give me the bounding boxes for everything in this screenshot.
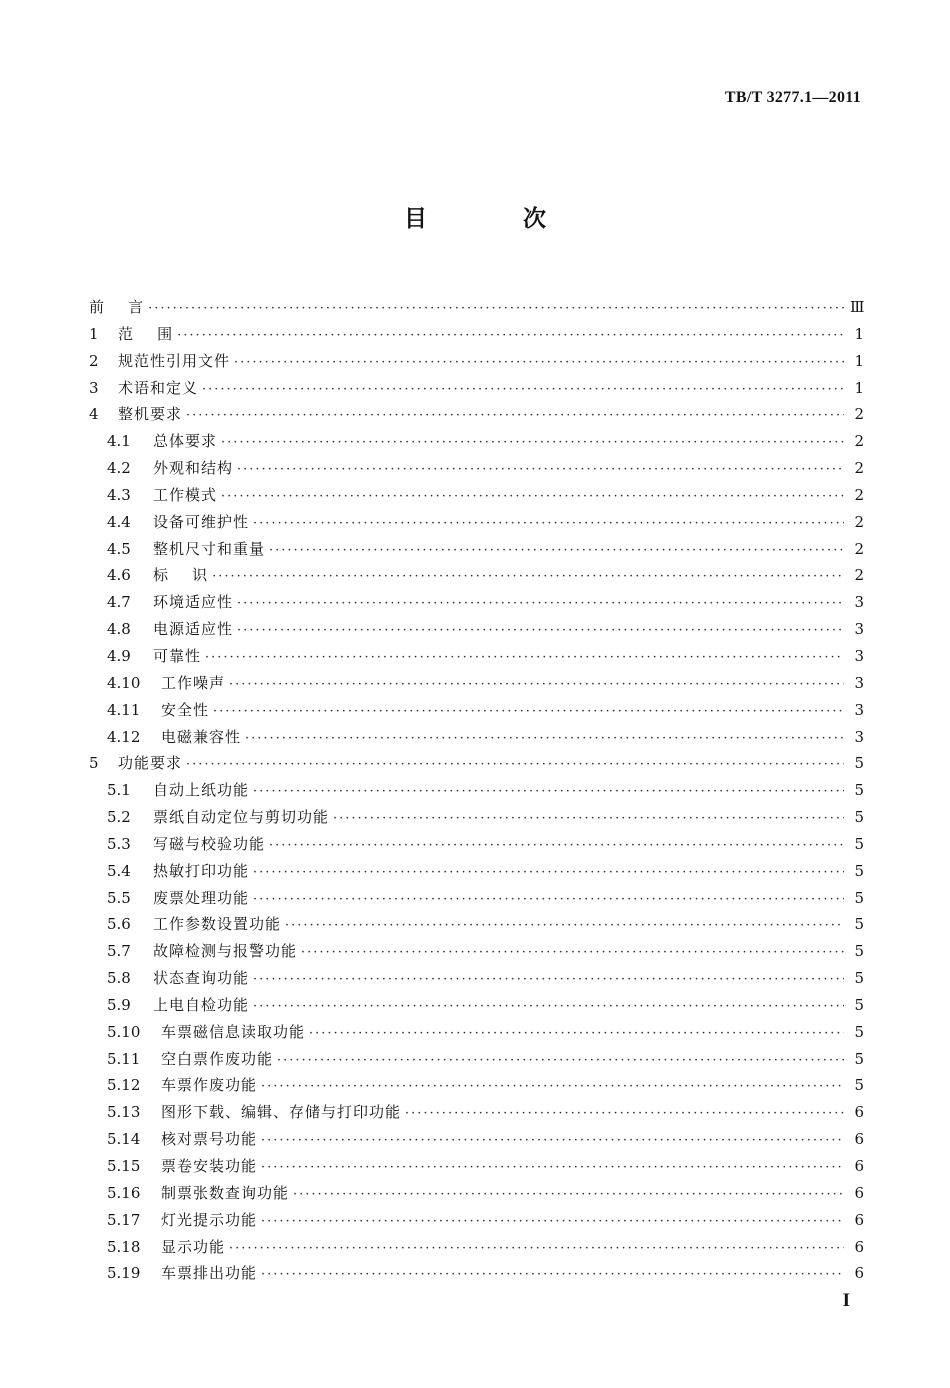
toc-entry[interactable] [89,1019,864,1046]
toc-entry-number: 5.5 [107,888,131,907]
toc-entry-label: 工作参数设置功能 [153,915,282,934]
toc-entry-number: 4.7 [107,593,131,612]
toc-dot-leader [202,377,844,404]
toc-entry-number: 1 [89,324,99,343]
toc-entry-number: 4.1 [107,432,131,451]
toc-entry[interactable] [89,401,864,428]
toc-entry-label: 票纸自动定位与剪切功能 [153,808,330,827]
toc-entry-label: 写磁与校验功能 [153,834,266,853]
toc-dot-leader [212,564,844,591]
toc-entry[interactable] [89,375,864,402]
toc-entry-label: 自动上纸功能 [153,781,250,800]
toc-entry-number: 4.6 [107,566,131,585]
toc-entry-page: 3 [854,620,864,639]
toc-dot-leader [237,618,844,645]
toc-entry-label: 电源适应性 [153,620,234,639]
toc-entry[interactable] [89,589,864,616]
toc-entry-label: 废票处理功能 [153,888,250,907]
toc-entry-label: 可靠性 [153,646,202,665]
toc-entry[interactable] [89,294,864,321]
toc-entry[interactable] [89,1126,864,1153]
toc-entry[interactable] [89,1234,864,1261]
toc-dot-leader [221,484,844,511]
toc-dot-leader [261,1155,844,1182]
toc-entry-page: 5 [854,1076,864,1095]
toc-entry[interactable] [89,670,864,697]
toc-dot-leader [221,430,844,457]
toc-entry-page: 2 [854,512,864,531]
toc-entry-page: 2 [854,485,864,504]
toc-entry-page: 5 [854,888,864,907]
toc-dot-leader [229,1236,844,1263]
toc-entry-page: 1 [854,324,864,343]
toc-entry-label: 灯光提示功能 [161,1210,258,1229]
toc-entry[interactable] [89,1099,864,1126]
toc-entry-label: 车票作废功能 [161,1076,258,1095]
table-of-contents [89,294,864,1287]
toc-entry-number: 5.12 [107,1076,141,1095]
toc-entry-label: 车票排出功能 [161,1264,258,1283]
toc-entry[interactable] [89,1072,864,1099]
toc-entry-page: 5 [854,834,864,853]
toc-entry[interactable] [89,1046,864,1073]
toc-entry-label: 规范性引用文件 [118,351,231,370]
toc-entry-label: 车票磁信息读取功能 [161,1022,306,1041]
toc-dot-leader [277,1048,844,1075]
toc-entry-page: 2 [854,432,864,451]
toc-entry-label: 标 识 [153,566,209,585]
toc-entry-number: 4.10 [107,673,141,692]
toc-entry-number: 4.5 [107,539,131,558]
toc-entry-number: 4.3 [107,485,131,504]
toc-dot-leader [186,403,844,430]
toc-entry-page: 2 [854,566,864,585]
toc-entry-label: 整机要求 [118,405,183,424]
toc-entry-number: 3 [89,378,99,397]
toc-entry-page: 5 [854,995,864,1014]
toc-entry-page: 5 [854,942,864,961]
toc-entry[interactable] [89,965,864,992]
toc-entry[interactable] [89,750,864,777]
toc-entry-number: 5.8 [107,969,131,988]
toc-entry-number: 5.16 [107,1183,141,1202]
toc-entry[interactable] [89,885,864,912]
page-folio: I [842,1290,850,1311]
toc-entry[interactable] [89,482,864,509]
toc-entry-number: 5.19 [107,1264,141,1283]
toc-entry-page: 3 [854,727,864,746]
toc-entry[interactable] [89,455,864,482]
toc-entry[interactable] [89,992,864,1019]
toc-entry-label: 前 言 [89,298,145,316]
toc-entry-page: Ⅲ [850,298,865,316]
toc-dot-leader [186,752,844,779]
toc-entry-label: 总体要求 [153,432,218,451]
toc-entry-page: 1 [854,351,864,370]
toc-dot-leader [253,887,844,914]
toc-entry-number: 5.4 [107,861,131,880]
toc-entry-page: 3 [854,700,864,719]
toc-entry-page: 6 [854,1103,864,1122]
toc-entry-number: 5.9 [107,995,131,1014]
toc-entry-page: 5 [854,781,864,800]
toc-entry-page: 1 [854,378,864,397]
toc-entry[interactable] [89,321,864,348]
toc-entry-page: 5 [854,861,864,880]
toc-dot-leader [261,1074,844,1101]
toc-entry-page: 6 [854,1210,864,1229]
toc-entry[interactable] [89,911,864,938]
toc-entry-number: 5.10 [107,1022,141,1041]
toc-dot-leader [234,350,844,377]
toc-entry[interactable] [89,858,864,885]
toc-entry-number: 4.11 [107,700,141,719]
toc-dot-leader [285,913,844,940]
toc-dot-leader [237,591,844,618]
toc-entry[interactable] [89,616,864,643]
toc-entry-page: 2 [854,539,864,558]
toc-entry-label: 电磁兼容性 [161,727,242,746]
toc-entry-number: 5.13 [107,1103,141,1122]
toc-entry-number: 5.7 [107,942,131,961]
toc-entry[interactable] [89,1180,864,1207]
toc-entry-number: 5.15 [107,1157,141,1175]
toc-entry-page: 3 [854,593,864,612]
toc-dot-leader [229,672,844,699]
toc-dot-leader [253,779,844,806]
toc-entry-label: 整机尺寸和重量 [153,539,266,558]
toc-entry-page: 5 [854,1022,864,1041]
toc-entry[interactable] [89,1260,864,1287]
toc-entry-number: 5.17 [107,1210,141,1229]
toc-dot-leader [205,645,844,672]
toc-entry-label: 工作模式 [153,485,218,504]
toc-entry-page: 6 [854,1130,864,1149]
toc-entry-page: 3 [854,646,864,665]
toc-entry-label: 外观和结构 [153,459,234,478]
toc-dot-leader [245,726,844,753]
toc-entry-number: 4.8 [107,620,131,639]
toc-entry-number: 5.18 [107,1237,141,1256]
toc-entry-label: 核对票号功能 [161,1130,258,1149]
toc-entry-number: 4.9 [107,646,131,665]
toc-dot-leader [237,457,844,484]
page-title: 目 次 [403,206,590,232]
toc-entry-page: 5 [854,969,864,988]
toc-entry-number: 5 [89,754,99,773]
toc-entry[interactable] [89,724,864,751]
toc-entry-page: 5 [854,808,864,827]
toc-dot-leader [405,1101,844,1128]
toc-entry-number: 5.6 [107,915,131,934]
toc-dot-leader [309,1021,844,1048]
toc-entry[interactable] [89,348,864,375]
toc-entry[interactable] [89,428,864,455]
toc-entry[interactable] [89,643,864,670]
toc-entry-number: 4.4 [107,512,131,531]
toc-entry[interactable] [89,777,864,804]
toc-dot-leader [148,296,844,323]
toc-entry-page: 2 [854,459,864,478]
toc-entry-label: 安全性 [161,700,210,719]
toc-dot-leader [261,1209,844,1236]
toc-dot-leader [293,1182,844,1209]
toc-entry[interactable] [89,697,864,724]
toc-dot-leader [301,940,844,967]
toc-entry-number: 4.12 [107,727,141,746]
toc-dot-leader [253,511,844,538]
standard-number: TB/T 3277.1—2011 [724,89,861,106]
toc-entry-number: 5.14 [107,1130,141,1149]
toc-entry-page: 3 [854,673,864,692]
toc-dot-leader [269,538,844,565]
toc-entry-label: 状态查询功能 [153,969,250,988]
toc-dot-leader [269,833,844,860]
toc-entry-label: 票卷安装功能 [161,1157,258,1175]
toc-entry[interactable] [89,536,864,563]
toc-entry-label: 设备可维护性 [153,512,250,531]
toc-entry-label: 热敏打印功能 [153,861,250,880]
toc-dot-leader [213,699,844,726]
toc-entry-label: 故障检测与报警功能 [153,942,298,961]
toc-entry[interactable] [89,804,864,831]
toc-entry-number: 5.3 [107,834,131,853]
toc-entry[interactable] [89,1207,864,1234]
toc-entry-number: 5.2 [107,808,131,827]
toc-entry-label: 工作噪声 [161,673,226,692]
toc-entry[interactable] [89,938,864,965]
toc-entry-label: 空白票作废功能 [161,1049,274,1068]
toc-entry-number: 5.11 [107,1049,141,1068]
toc-dot-leader [177,323,844,350]
toc-dot-leader [261,1128,844,1155]
toc-entry-label: 功能要求 [118,754,183,773]
toc-entry-page: 6 [854,1264,864,1283]
toc-entry-label: 术语和定义 [118,378,199,397]
toc-entry[interactable] [89,562,864,589]
toc-entry-number: 4.2 [107,459,131,478]
toc-entry-label: 上电自检功能 [153,995,250,1014]
toc-entry-page: 6 [854,1157,864,1175]
toc-dot-leader [253,860,844,887]
toc-dot-leader [261,1262,844,1289]
toc-entry[interactable] [89,831,864,858]
toc-entry-label: 环境适应性 [153,593,234,612]
toc-entry-label: 范 围 [118,324,174,343]
toc-dot-leader [253,994,844,1021]
toc-dot-leader [333,806,844,833]
toc-entry-label: 制票张数查询功能 [161,1183,290,1202]
toc-entry-page: 2 [854,405,864,424]
toc-entry-page: 5 [854,754,864,773]
toc-entry-number: 4 [89,405,99,424]
toc-entry-page: 5 [854,1049,864,1068]
toc-entry-page: 6 [854,1183,864,1202]
toc-entry-label: 显示功能 [161,1237,226,1256]
toc-entry[interactable] [89,509,864,536]
toc-entry-page: 5 [854,915,864,934]
toc-dot-leader [253,967,844,994]
toc-entry-number: 2 [89,351,99,370]
toc-entry-label: 图形下载、编辑、存储与打印功能 [161,1103,402,1122]
toc-entry[interactable] [89,1153,864,1180]
toc-entry-page: 6 [854,1237,864,1256]
toc-entry-number: 5.1 [107,781,131,800]
